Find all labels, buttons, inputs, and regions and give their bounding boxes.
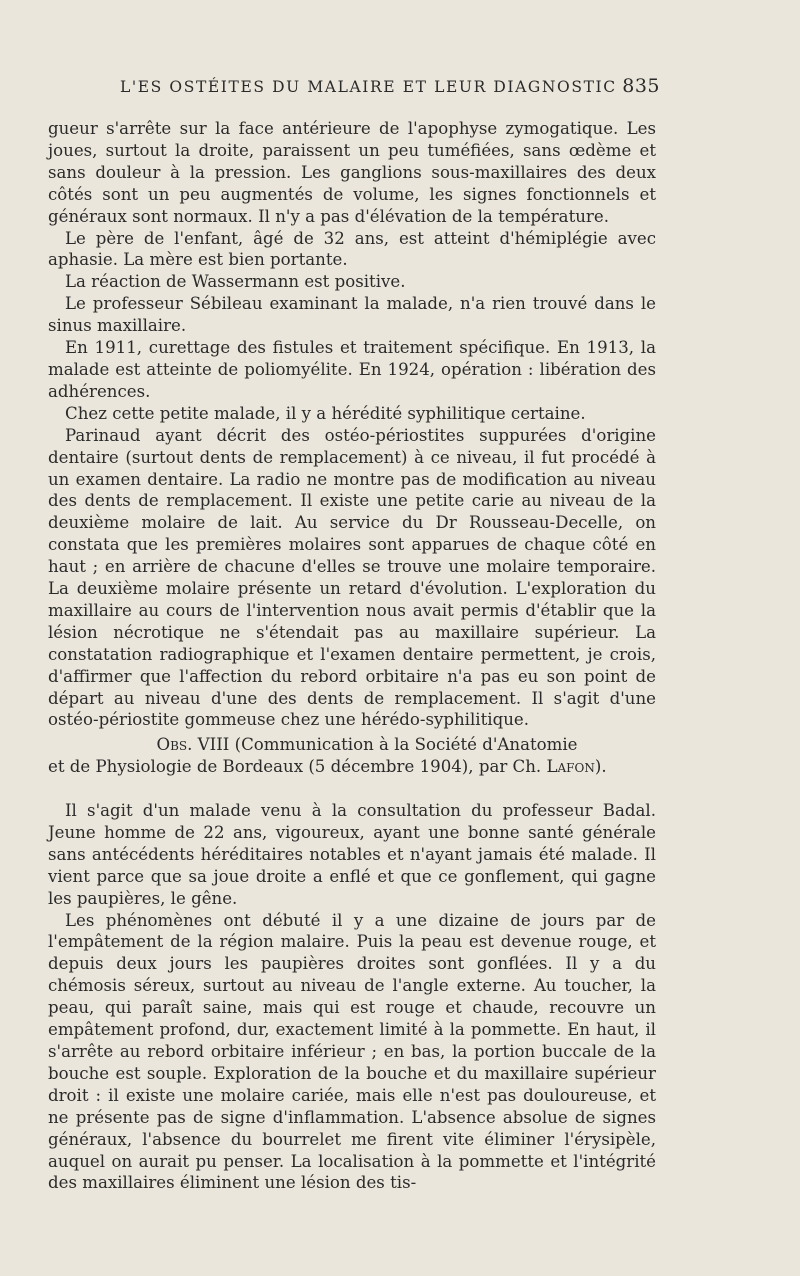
paragraph: Le père de l'enfant, âgé de 32 ans, est atteint d'hémiplégie avec aphasie. La mère est bien portante. (48, 228, 656, 270)
observation-heading (48, 734, 656, 778)
page-number: 835 (622, 75, 660, 97)
observation-close: ). (594, 756, 607, 776)
paragraph: gueur s'arrête sur la face antérieure de l'apophyse zymogatique. Les joues, surtout la droite, paraissent un peu tuméfiées, sans œdème et sans douleur à la pression. Les ganglions sous-maxillaires des deux côtés sont un peu augmentés de volume, les signes fonctionnels et généraux sont normaux. Il n'y a pas d'élévation de la température. (48, 119, 656, 226)
paragraph: Les phénomènes ont débuté il y a une dizaine de jours par de l'empâtement de la région malaire. Puis la peau est devenue rouge, et depuis deux jours les paupières droites sont gonflées. Il y a du chémosis séreux, surtout au niveau de l'angle externe. Au toucher, la peau, qui paraît saine, mais qui est rouge et chaude, recouvre un empâtement profond, dur, exactement limité à la pommette. En haut, il s'arrête au rebord orbitaire inférieur ; en bas, la portion buccale de la bouche est souple. Exploration de la bouche et du maxillaire supérieur droit : il existe une molaire cariée, mais elle n'est pas douloureuse, et ne présente pas de signe d'inflammation. L'absence absolue de signes généraux, l'absence du bourrelet me firent vite éliminer l'érysipèle, auquel on aurait pu penser. La localisation à la pommette et l'intégrité des maxillaires éliminent une lésion des tis- (48, 910, 656, 1193)
paragraph: Le professeur Sébileau examinant la malade, n'a rien trouvé dans le sinus maxillaire. (48, 294, 656, 336)
running-title: L'ES OSTÉITES DU MALAIRE ET LEUR DIAGNOSTIC (120, 78, 617, 96)
running-header (120, 75, 660, 97)
paragraph: En 1911, curettage des fistules et traitement spécifique. En 1913, la malade est atteinte de poliomyélite. En 1924, opération : libération des adhérences. (48, 338, 656, 401)
text-block-observation-viii (48, 800, 656, 1194)
observation-label: Obs. VIII (156, 735, 230, 754)
observation-author: Lafon (546, 756, 595, 776)
observation-title-line1: (Communication à la Société d'Anatomie (234, 735, 578, 754)
observation-title-line2: et de Physiologie de Bordeaux (5 décembre 1904), par Ch. (48, 756, 542, 776)
paragraph: Chez cette petite malade, il y a hérédité syphilitique certaine. (65, 403, 586, 423)
text-block-case-continuation (48, 118, 656, 731)
paragraph: Il s'agit d'un malade venu à la consultation du professeur Badal. Jeune homme de 22 ans, vigoureux, ayant une bonne santé générale sans antécédents héréditaires notables et n'ayant jamais été malade. Il vient parce que sa joue droite a enflé et que ce gonflement, qui gagne les paupières, le gêne. (48, 801, 656, 908)
paragraph: Parinaud ayant décrit des ostéo-périostites suppurées d'origine dentaire (surtout dents de remplacement) à ce niveau, il fut procédé à un examen dentaire. La radio ne montre pas de modification au niveau des dents de remplacement. Il existe une petite carie au niveau de la deuxième molaire de lait. Au service du Dr Rousseau-Decelle, on constata que les premières molaires sont apparues de chaque côté en haut ; en arrière de chacune d'elles se trouve une molaire temporaire. La deuxième molaire présente un retard d'évolution. L'exploration du maxillaire au cours de l'intervention nous avait permis d'établir que la lésion nécrotique ne s'étendait pas au maxillaire supérieur. La constatation radiographique et l'examen dentaire permettent, je crois, d'affirmer que l'affection du rebord orbitaire n'a pas eu son point de départ au niveau d'une des dents de remplacement. Il s'agit d'une ostéo-périostite gommeuse chez une hérédo-syphilitique. (48, 425, 656, 730)
paragraph: La réaction de Wassermann est positive. (65, 272, 406, 292)
